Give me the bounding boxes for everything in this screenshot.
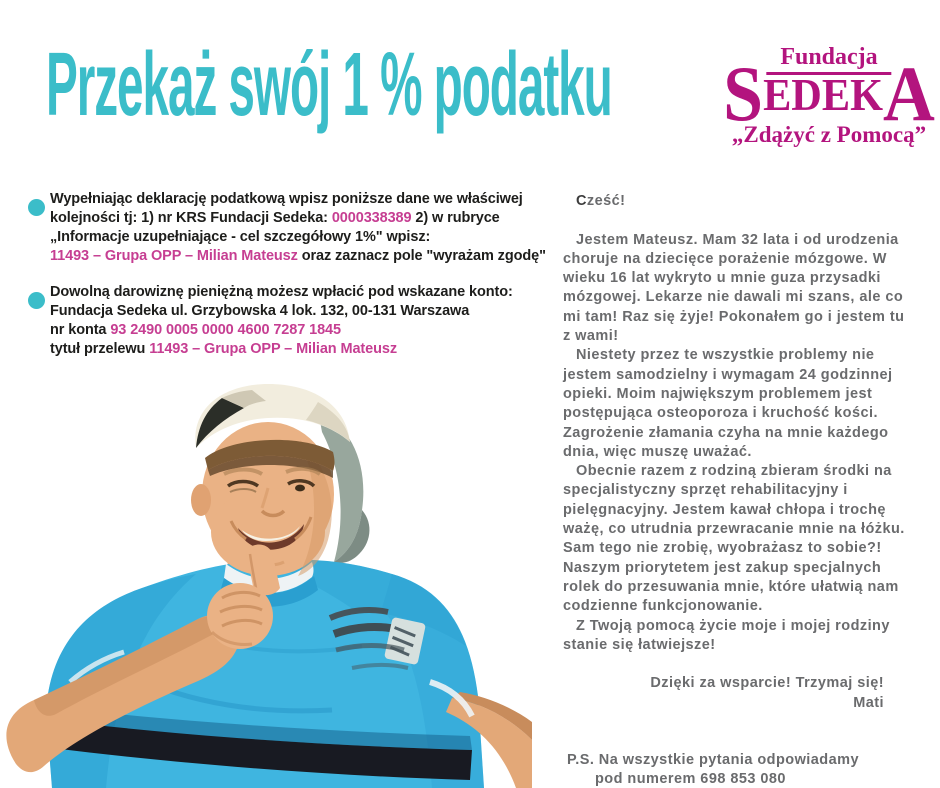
instruction-line: tytuł przelewu 11493 – Grupa OPP – Milian Mateusz xyxy=(50,341,397,357)
instruction-donation-account xyxy=(28,283,536,359)
instruction-line: kolejności tj: 1) nr KRS Fundacji Sedeka: 0000338389 2) w rubryce xyxy=(50,210,500,226)
letter-paragraph: Obecnie razem z rodziną zbieram środki na specjalistyczny sprzęt rehabilitacyjny i pielęgnacyjny. Jestem kawał chłopa i trochę ważę, co utrudnia przewracanie mnie na łóżku. Sam tego nie zrobię, wyobrażasz to sobie?! Naszym priorytetem jest zakup specjalnych rolek do przesuwania mnie, które ułatwią nam codzienne funkcjonowanie. xyxy=(563,463,905,615)
letter-paragraph: Niestety przez te wszystkie problemy nie jestem samodzielny i wymagam 24 godzinnej opieki. Moim największym problemem jest postępująca osteoporoza i kruchość kości. Zagrożenie złamania czyha na mnie każdego dnia, więc muszę uważać. xyxy=(563,347,893,460)
letter-from-mateusz xyxy=(563,192,908,788)
donation-instructions xyxy=(28,190,546,376)
logo-tagline: „Zdążyć z Pomocą” xyxy=(731,122,927,147)
instruction-line: Fundacja Sedeka ul. Grzybowska 4 lok. 132, 00-131 Warszawa xyxy=(50,303,470,319)
page-title: Przekaż swój 1 % podatku xyxy=(46,35,612,135)
instruction-line: Dowolną darowiznę pieniężną możesz wpłacić pod wskazane konto: xyxy=(50,284,513,300)
logo-fundacja-text: Fundacja xyxy=(766,44,891,75)
opp-goal-code: 11493 – Grupa OPP – Milian Mateusz xyxy=(50,248,298,264)
ps-note: P.S. Na wszystkie pytania odpowiadamy xyxy=(567,752,859,769)
letter-paragraph: Z Twoją pomocą życie moje i mojej rodziny stanie się łatwiejsze! xyxy=(563,617,890,653)
logo-sedeka-wordmark: SEDEKA xyxy=(723,50,935,137)
transfer-title: 11493 – Grupa OPP – Milian Mateusz xyxy=(149,341,397,357)
letter-signature: Mati xyxy=(853,694,884,711)
instruction-line: Wypełniając deklarację podatkową wpisz poniższe dane we właściwej xyxy=(50,191,523,207)
krs-number: 0000338389 xyxy=(331,210,412,226)
bullet-dot-icon xyxy=(28,292,45,309)
letter-paragraph: Jestem Mateusz. Mam 32 lata i od urodzenia choruje na dziecięce porażenie mózgowe. W wieku 16 lat wykryto u mnie guza przysadki mózgowej. Lekarze nie dawali mi szans, ale co mi tam! Raz się żyje! Pokonałem go i jestem tu z wami! xyxy=(563,231,905,345)
bullet-dot-icon xyxy=(28,199,45,216)
boy-photo xyxy=(0,382,532,788)
bank-account-number: 93 2490 0005 0000 4600 7287 1845 xyxy=(110,322,341,338)
boy-photo-illustration xyxy=(0,382,532,788)
sedeka-logo xyxy=(724,40,934,152)
letter-signoff: Dzięki za wsparcie! Trzymaj się! xyxy=(650,675,884,692)
letter-greeting: Cześć! xyxy=(576,193,626,209)
instruction-line: 11493 – Grupa OPP – Milian Mateusz oraz zaznacz pole "wyrażam zgodę" xyxy=(50,248,546,264)
instruction-krs xyxy=(28,190,546,266)
instruction-line: nr konta 93 2490 0005 0000 4600 7287 1845 xyxy=(50,322,341,338)
instruction-line: „Informacje uzupełniające - cel szczegółowy 1%" wpisz: xyxy=(50,229,431,245)
ps-phone-number: pod numerem 698 853 080 xyxy=(595,771,786,788)
